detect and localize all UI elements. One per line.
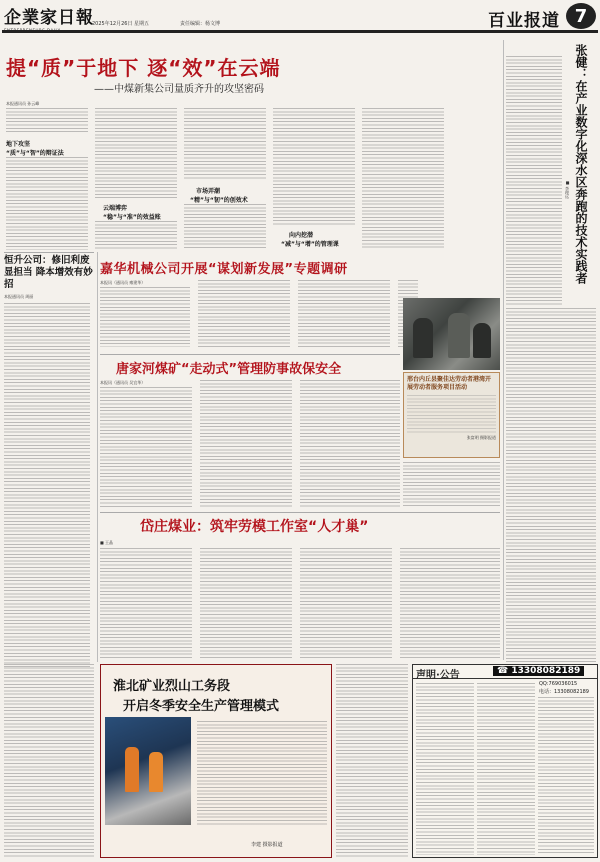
lead-subhead-7: 向内挖潜 [289,232,314,239]
page-number: 7 [574,5,588,27]
lead-subhead-2: “质”与“智”的辩证法 [6,150,64,157]
lead-col3-text-b [184,204,266,250]
talent-title: 岱庄煤业：筑牢劳模工作室“人才巢” [140,519,369,535]
right-title: 张健：在产业数字化深水区奔跑的技术实践者 [574,44,588,284]
left-story [4,255,94,655]
divider [4,252,94,253]
lead-col1-text [6,108,88,134]
photo-figure [125,747,139,792]
notice-listings-right [538,697,594,855]
lower-middle-text [336,664,408,858]
bottom-credit: 李建 摄影报道 [251,842,283,848]
lower-left-text [4,664,94,858]
caption-title: 邢台内丘县聚佳达劳动者港湾开展劳动者服务项目活动 [407,376,492,391]
date-line: 2025年12月26日 星期五 [92,21,150,27]
right-column [506,40,598,662]
bottom-title-line2: 开启冬季安全生产管理模式 [123,699,280,714]
lead-subhead-5: 市场弄潮 [196,188,221,195]
masthead [0,0,600,38]
lead-subtitle: ——中煤新集公司量质齐升的攻坚密码 [94,84,264,95]
prevention-text-3 [300,380,400,507]
prevention-story [100,358,400,508]
bottom-feature-box [100,664,332,858]
lead-subhead-1: 地下攻坚 [6,141,31,148]
lead-col5-text [362,108,444,250]
bottom-title-line1: 淮北矿业烈山工务段 [113,679,231,694]
talent-text-3 [300,548,392,660]
right-title-block [574,44,596,294]
middle-text-2 [198,280,290,347]
phone-icon: ☎ [497,666,509,676]
photo-figure [413,318,433,358]
lead-byline: 本报通讯员 孙云峰 [6,101,40,106]
notice-title: 声明·公告 [416,670,460,681]
lead-subhead-6: “精”与“韧”的创效术 [190,197,248,204]
section-title: 百业报道 [488,11,560,31]
lead-subhead-3: 云端博弈 [103,205,128,212]
caption-credit: 张富明 摄影报道 [466,435,496,440]
prevention-byline: 本报讯（通讯员 吴宜华） [100,380,146,385]
notice-block [412,664,598,858]
prevention-text-4 [403,462,500,508]
right-byline: ■ 李理远 [565,180,570,199]
editor-line: 责任编辑：杨文博 [180,21,221,27]
right-column-divider [503,40,504,660]
talent-text-1 [100,548,192,660]
photo-figure [448,313,470,358]
lead-col1-text-b [6,157,88,250]
news-photo [403,298,500,370]
talent-text-2 [200,548,292,660]
bottom-photo [105,717,191,825]
prevention-text-2 [200,380,292,507]
lead-title: 提“质”于地下 逐“效”在云端 [6,56,281,80]
prevention-text-1 [100,387,192,507]
masthead-logo [4,3,94,33]
lead-col2-text [95,108,177,200]
divider [100,512,500,513]
lead-subhead-8: “减”与“增”的管理课 [281,241,339,248]
photo-caption [403,372,500,458]
talent-text-4 [400,548,500,660]
caption-text [407,395,496,433]
notice-phone: 13308082189 [511,666,581,676]
notice-phone-badge [493,666,584,676]
right-text-bottom [506,308,596,662]
right-text-top [506,56,562,306]
middle-title: 嘉华机械公司开展“谋划新发展”专题调研 [100,262,348,277]
logo-cn: 企業家日報 [4,8,94,28]
notice-listings-left [416,683,474,855]
middle-byline: 本报讯（通讯员 雍建华） [100,280,146,285]
left-byline: 本报通讯员 周丽 [4,294,34,299]
lead-story [0,40,500,250]
notice-qq: QQ:769036015 [539,681,578,687]
notice-header [413,665,597,679]
lead-subhead-4: “稳”与“准”的效益账 [103,214,161,221]
lead-col4-text [273,108,355,226]
talent-byline: ■ 王晶 [100,540,114,545]
page-number-badge [566,3,596,29]
left-title: 恒升公司：修旧利废显担当 降本增效有妙招 [4,255,93,290]
divider [97,252,98,662]
middle-text-1 [100,287,190,347]
lead-col2-text-b [95,221,177,250]
bottom-text [197,721,327,825]
middle-text-3 [298,280,390,347]
photo-figure [149,752,163,792]
photo-figure [473,323,491,358]
talent-story [100,516,500,661]
divider [100,354,400,355]
notice-listings-mid [477,683,535,855]
notice-phone2: 电话：13308082189 [539,689,589,695]
lead-col3-text [184,108,266,180]
prevention-title: 唐家河煤矿“走动式”管理防事故保安全 [116,362,342,377]
left-text [4,303,90,668]
